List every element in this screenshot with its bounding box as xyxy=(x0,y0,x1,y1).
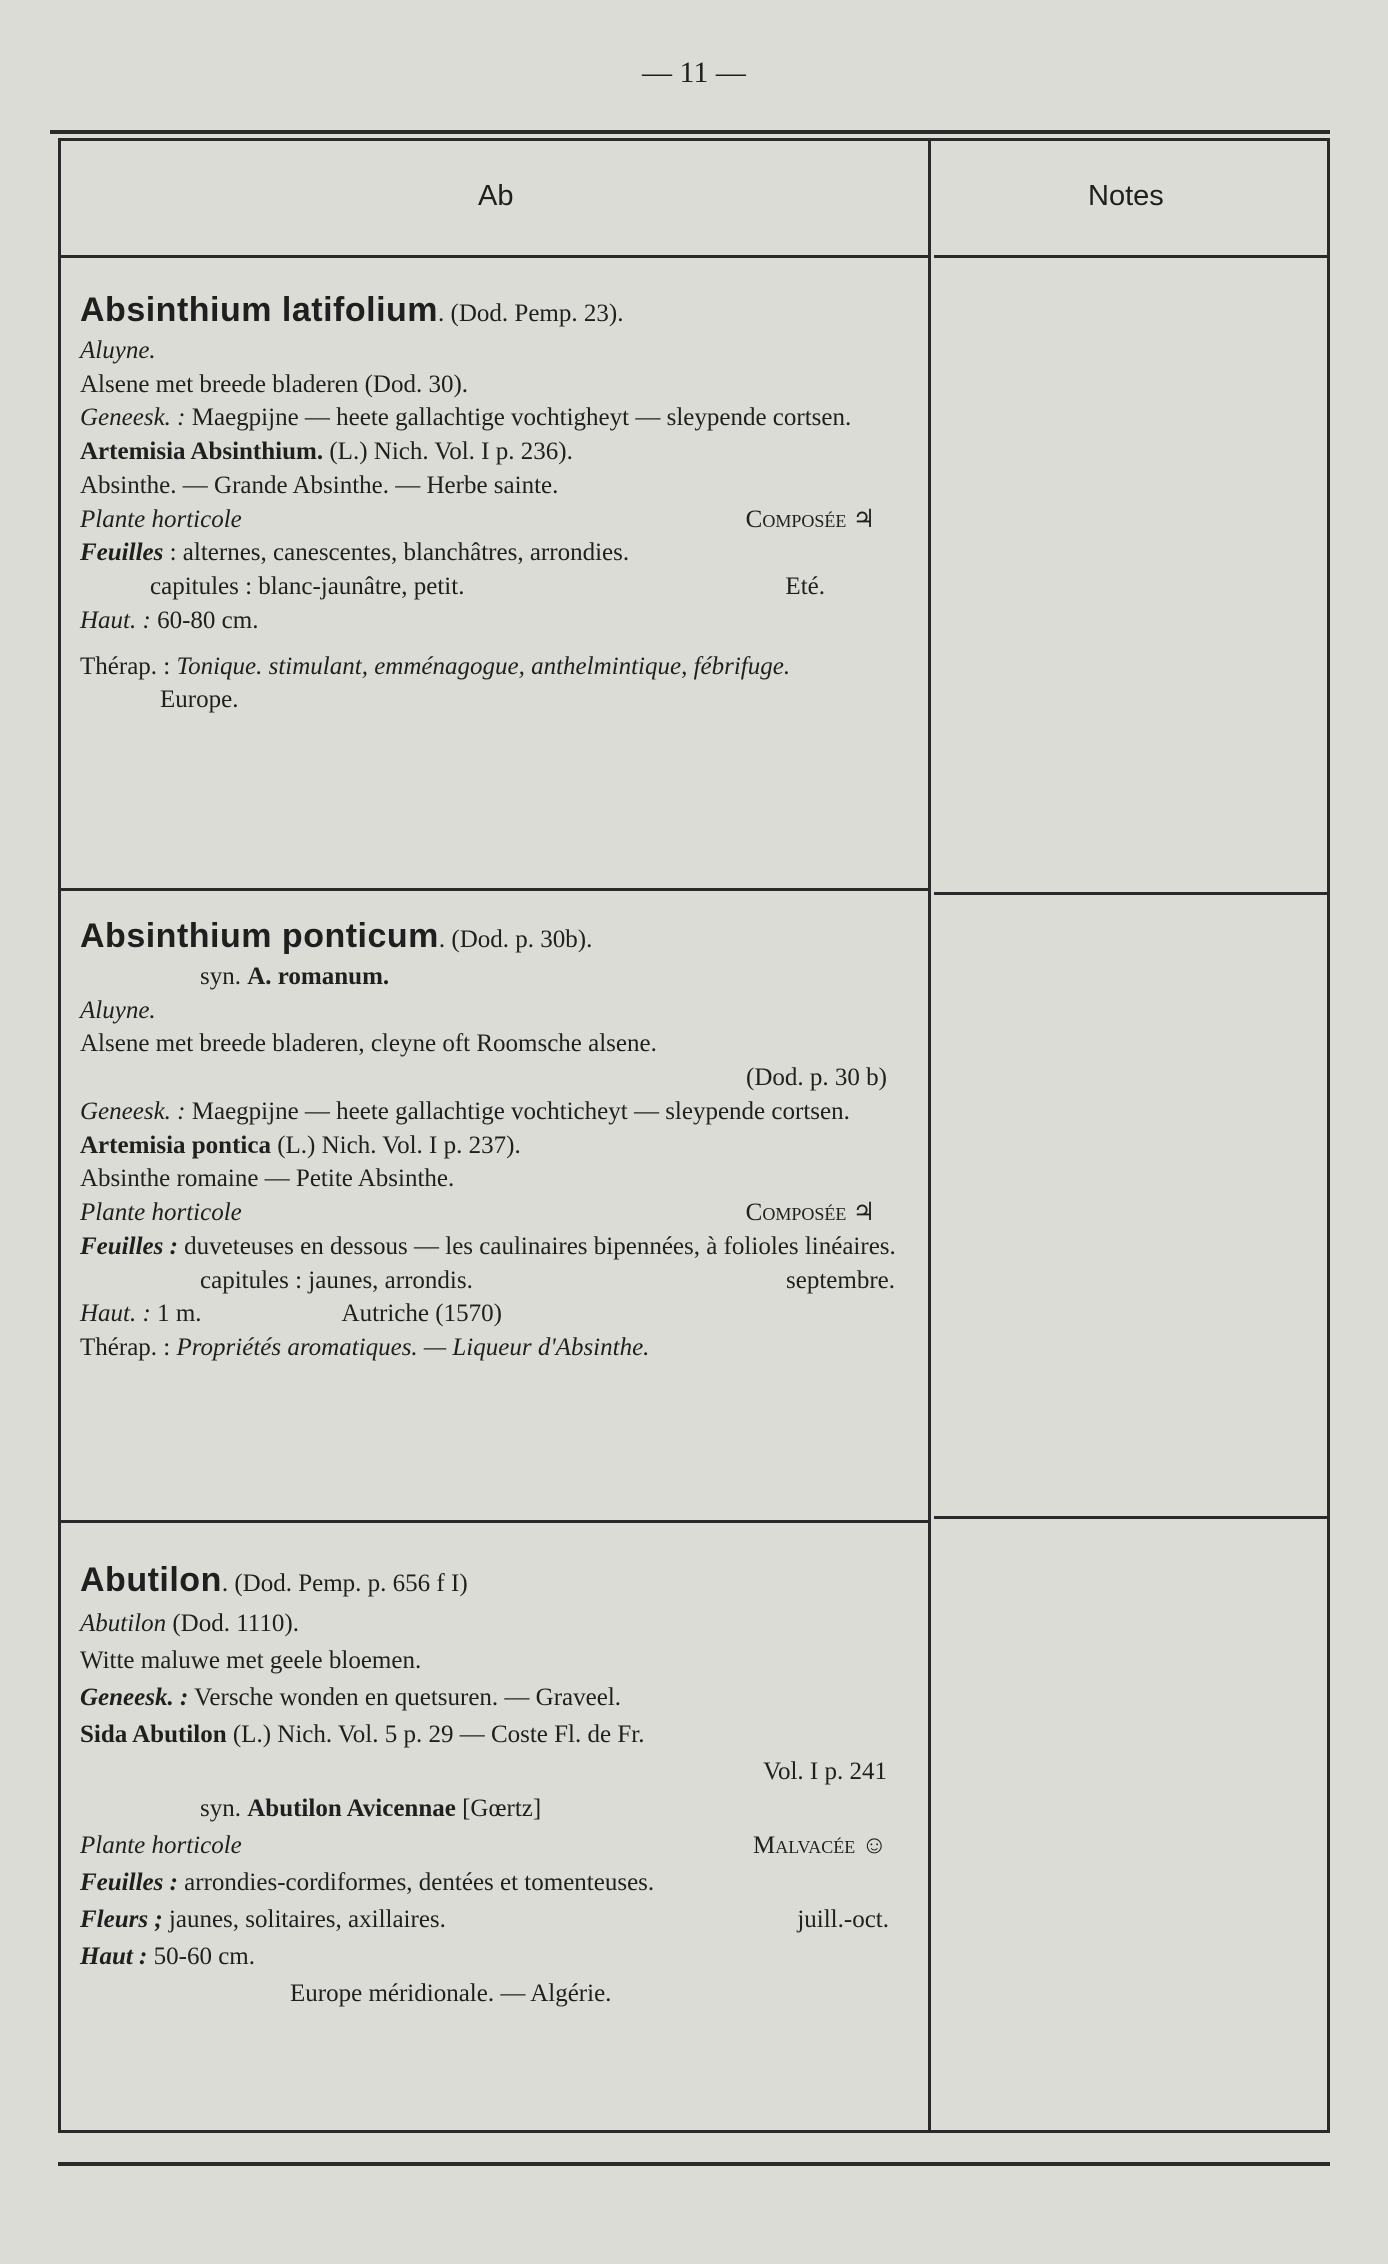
botanical-name xyxy=(80,1716,905,1753)
column-divider xyxy=(928,138,931,2133)
family: Composée ♃ xyxy=(745,505,875,533)
name: Abutilon xyxy=(80,1610,167,1638)
value: Maegpijne — heete gallachtige vochticheyt — sleypende cortsen. xyxy=(185,1097,850,1125)
season: septembre. xyxy=(786,1266,895,1294)
scientific-name: Artemisia Absinthium. xyxy=(80,438,324,466)
label: Thérap. : xyxy=(80,1334,177,1362)
label: Geneesk. : xyxy=(80,1684,189,1712)
synonym-name: A. romanum. xyxy=(247,962,390,990)
value: arrondies-cordiformes, dentées et tomenteuses. xyxy=(177,1869,655,1897)
scientific-name: Sida Abutilon xyxy=(80,1721,227,1749)
label: Feuilles : xyxy=(80,1232,178,1260)
entry-rule-left xyxy=(58,888,928,891)
label: Haut. : xyxy=(80,606,151,634)
french-names: Absinthe romaine — Petite Absinthe. xyxy=(80,1165,455,1193)
entry-rule-left xyxy=(58,1520,928,1523)
value: (L.) Nich. Vol. I p. 237). xyxy=(270,1131,521,1159)
therapeutic-uses: Propriétés aromatiques. — Liqueur d'Absinthe. xyxy=(176,1334,650,1362)
header-ab: Ab xyxy=(478,180,514,212)
value: 50-60 cm. xyxy=(147,1943,255,1971)
height xyxy=(80,604,905,638)
value: jaunes, solitaires, axillaires. xyxy=(162,1906,446,1934)
entry-reference: . (Dod. p. 30b). xyxy=(438,926,593,953)
botanical-name xyxy=(80,435,905,469)
flower-heads: capitules : blanc-jaunâtre, petit. xyxy=(150,573,465,601)
leaves xyxy=(80,1230,905,1264)
season: Eté. xyxy=(785,573,825,601)
entry-rule-right xyxy=(934,892,1330,895)
entry-rule-right xyxy=(934,1516,1330,1519)
label: Feuilles : xyxy=(80,1869,178,1897)
value: (Dod. 1110). xyxy=(166,1610,299,1638)
therapeutic-uses: Tonique. stimulant, emménagogue, anthelmintique, fébrifuge. xyxy=(176,652,791,680)
french-names: Absinthe. — Grande Absinthe. — Herbe sainte. xyxy=(80,471,559,499)
value: 1 m. xyxy=(150,1300,202,1328)
botanical-name xyxy=(80,1129,905,1163)
synonym-name: Abutilon Avicennae xyxy=(247,1795,456,1823)
common-name xyxy=(80,1605,905,1642)
entry-title: Absinthium latifolium xyxy=(80,291,439,329)
plant-type-row xyxy=(80,1827,905,1864)
synonym xyxy=(80,1790,905,1827)
entry-absinthium-latifolium xyxy=(80,288,905,717)
synonym xyxy=(80,960,905,994)
plant-type-row xyxy=(80,1196,905,1230)
entry-abutilon xyxy=(80,1555,905,2012)
value: : alternes, canescentes, blanchâtres, arrondies. xyxy=(163,539,630,567)
entry-title: Absinthium ponticum xyxy=(80,917,439,955)
flower-heads-row xyxy=(80,1264,905,1298)
medicinal-use xyxy=(80,1095,905,1129)
value: 60-80 cm. xyxy=(150,606,259,634)
season: juill.-oct. xyxy=(797,1906,889,1934)
region: Autriche (1570) xyxy=(341,1300,502,1328)
header-notes: Notes xyxy=(1088,180,1164,212)
reference: (Dod. p. 30 b) xyxy=(746,1064,887,1092)
common-name: Aluyne. xyxy=(80,996,156,1024)
header-rule-right xyxy=(934,255,1330,258)
entry-absinthium-ponticum xyxy=(80,914,905,1365)
leaves xyxy=(80,536,905,570)
flowers-row xyxy=(80,1901,905,1938)
page-number: — 11 — xyxy=(642,56,746,89)
label: Geneesk. : xyxy=(80,404,186,432)
table-top-rule xyxy=(50,130,1330,134)
label: Haut. : xyxy=(80,1300,151,1328)
leaves xyxy=(80,1864,905,1901)
value: (L.) Nich. Vol. I p. 236). xyxy=(323,438,573,466)
label: syn. xyxy=(200,962,248,990)
plant-type: Plante horticole xyxy=(80,1832,242,1860)
flower-heads: capitules : jaunes, arrondis. xyxy=(200,1266,473,1294)
plant-type-row xyxy=(80,503,905,537)
entry-title: Abutilon xyxy=(80,1561,222,1599)
region: Europe. xyxy=(160,686,239,714)
entry-reference: . (Dod. Pemp. 23). xyxy=(438,300,624,327)
therapeutic xyxy=(80,1331,905,1365)
region: Europe méridionale. — Algérie. xyxy=(290,1980,612,2008)
table-bottom-rule xyxy=(58,2162,1330,2166)
label: Thérap. : xyxy=(80,652,177,680)
label: syn. xyxy=(200,1795,248,1823)
value: Maegpijne — heete gallachtige vochtigheyt — sleypende cortsen. xyxy=(185,404,852,432)
label: Feuilles xyxy=(80,539,164,567)
label: Haut : xyxy=(80,1943,148,1971)
label: Fleurs ; xyxy=(80,1906,163,1934)
reference: Vol. I p. 241 xyxy=(763,1758,887,1786)
scientific-name: Artemisia pontica xyxy=(80,1131,271,1159)
entry-reference: . (Dod. Pemp. p. 656 f I) xyxy=(221,1570,468,1597)
common-name: Aluyne. xyxy=(80,336,156,364)
medicinal-use xyxy=(80,401,905,435)
height xyxy=(80,1297,905,1331)
value: duveteuses en dessous — les caulinaires bipennées, à folioles linéaires. xyxy=(177,1232,896,1260)
flower-heads-row xyxy=(80,570,905,604)
therapeutic xyxy=(80,650,905,718)
value: Versche wonden en quetsuren. — Graveel. xyxy=(188,1684,622,1712)
value: [Gœrtz] xyxy=(455,1795,542,1823)
height xyxy=(80,1938,905,1975)
plant-type: Plante horticole xyxy=(80,505,242,533)
label: Geneesk. : xyxy=(80,1097,186,1125)
plant-type: Plante horticole xyxy=(80,1199,242,1227)
family: Composée ♃ xyxy=(745,1199,875,1227)
value: (L.) Nich. Vol. 5 p. 29 — Coste Fl. de Fr. xyxy=(226,1721,645,1749)
description: Witte maluwe met geele bloemen. xyxy=(80,1647,422,1675)
family: Malvacée ☺ xyxy=(752,1832,887,1860)
description: Alsene met breede bladeren (Dod. 30). xyxy=(80,370,469,398)
header-rule-left xyxy=(58,255,928,258)
medicinal-use xyxy=(80,1679,905,1716)
description: Alsene met breede bladeren, cleyne oft Roomsche alsene. xyxy=(80,1030,657,1058)
